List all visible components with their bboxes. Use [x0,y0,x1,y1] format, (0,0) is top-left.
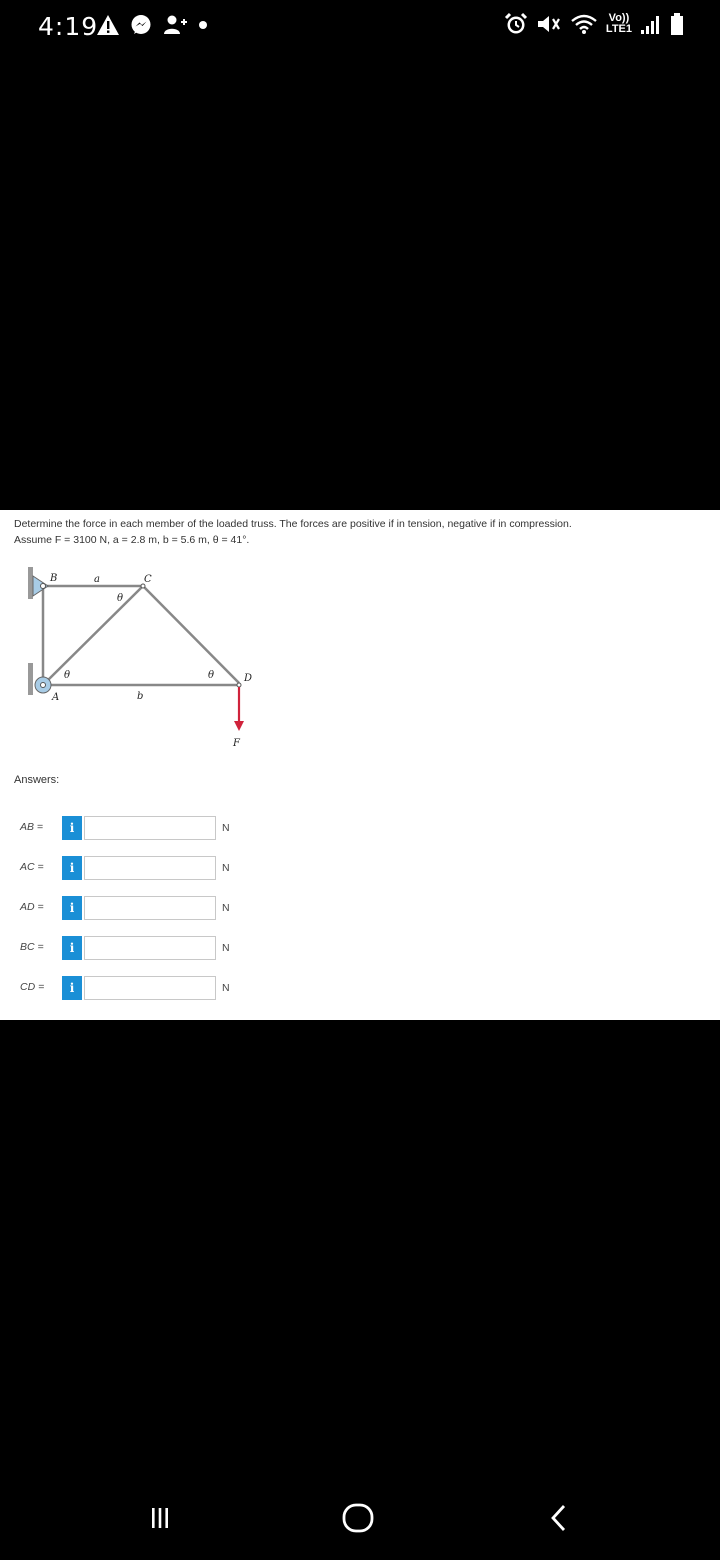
answer-input-cd[interactable] [84,976,216,1000]
answer-input-bc[interactable] [84,936,216,960]
volte-label: Vo)) [608,12,630,24]
answer-input-ad[interactable] [84,896,216,920]
info-icon[interactable]: i [62,816,82,840]
label-b-dim: b [137,691,144,702]
messenger-icon [130,14,152,36]
signal-icon [640,13,662,35]
answer-label-bc: BC = [20,941,44,953]
answer-row-cd [0,974,260,1000]
member-cd [143,586,239,683]
answer-label-cd: CD = [20,981,45,993]
unit-label-bc: N [222,942,230,954]
battery-icon [670,12,684,36]
problem-given-values: Assume F = 3100 N, a = 2.8 m, b = 5.6 m, θ = 41°. [14,534,250,546]
info-icon[interactable]: i [62,936,82,960]
pin-a [41,683,46,688]
problem-text: Determine the force in each member of the loaded truss. The forces are positive if in tension, negative if in compression. [14,518,572,530]
alert-icon [96,14,120,36]
mute-icon [536,13,562,35]
unit-label-ac: N [222,862,230,874]
label-theta-right: θ [208,670,215,681]
home-button[interactable] [328,1496,388,1540]
answer-row-ac [0,854,260,880]
answer-row-ab [0,814,260,840]
unit-label-ab: N [222,822,230,834]
answer-label-ab: AB = [20,821,44,833]
unit-label-cd: N [222,982,230,994]
alarm-icon [504,12,528,36]
answers-heading: Answers: [14,774,60,786]
pin-d [237,683,241,687]
dot-icon [198,20,208,30]
person-add-icon [162,14,188,36]
truss-diagram [10,565,270,755]
label-theta-left: θ [64,670,71,681]
answer-input-ac[interactable] [84,856,216,880]
wifi-icon [570,13,598,35]
recent-apps-button[interactable] [130,1496,190,1540]
label-a: A [52,692,60,703]
info-icon[interactable]: i [62,976,82,1000]
navigation-bar [0,1480,720,1560]
label-c: C [144,574,152,585]
answer-row-bc [0,934,260,960]
label-b: B [50,573,58,584]
back-button[interactable] [528,1496,588,1540]
recent-apps-icon [147,1505,173,1531]
wall-bottom [28,663,33,695]
home-icon [341,1502,375,1534]
info-icon[interactable]: i [62,856,82,880]
answer-input-ab[interactable] [84,816,216,840]
lte-label: LTE1 [605,23,632,35]
volte-icon [606,13,632,35]
question-card [0,510,720,1020]
unit-label-ad: N [222,902,230,914]
back-icon [546,1503,570,1533]
status-bar [0,0,720,56]
pin-b [41,584,46,589]
force-arrowhead [234,721,244,731]
member-ac [43,586,143,685]
label-theta-top: θ [117,593,124,604]
status-time: 4:19 [38,12,99,41]
problem-statement [14,516,704,548]
label-f: F [233,738,240,749]
answer-label-ac: AC = [20,861,44,873]
info-icon[interactable]: i [62,896,82,920]
label-a-dim: a [94,574,100,585]
answer-row-ad [0,894,260,920]
answer-label-ad: AD = [20,901,44,913]
wall-top [28,567,33,599]
label-d: D [244,673,253,684]
